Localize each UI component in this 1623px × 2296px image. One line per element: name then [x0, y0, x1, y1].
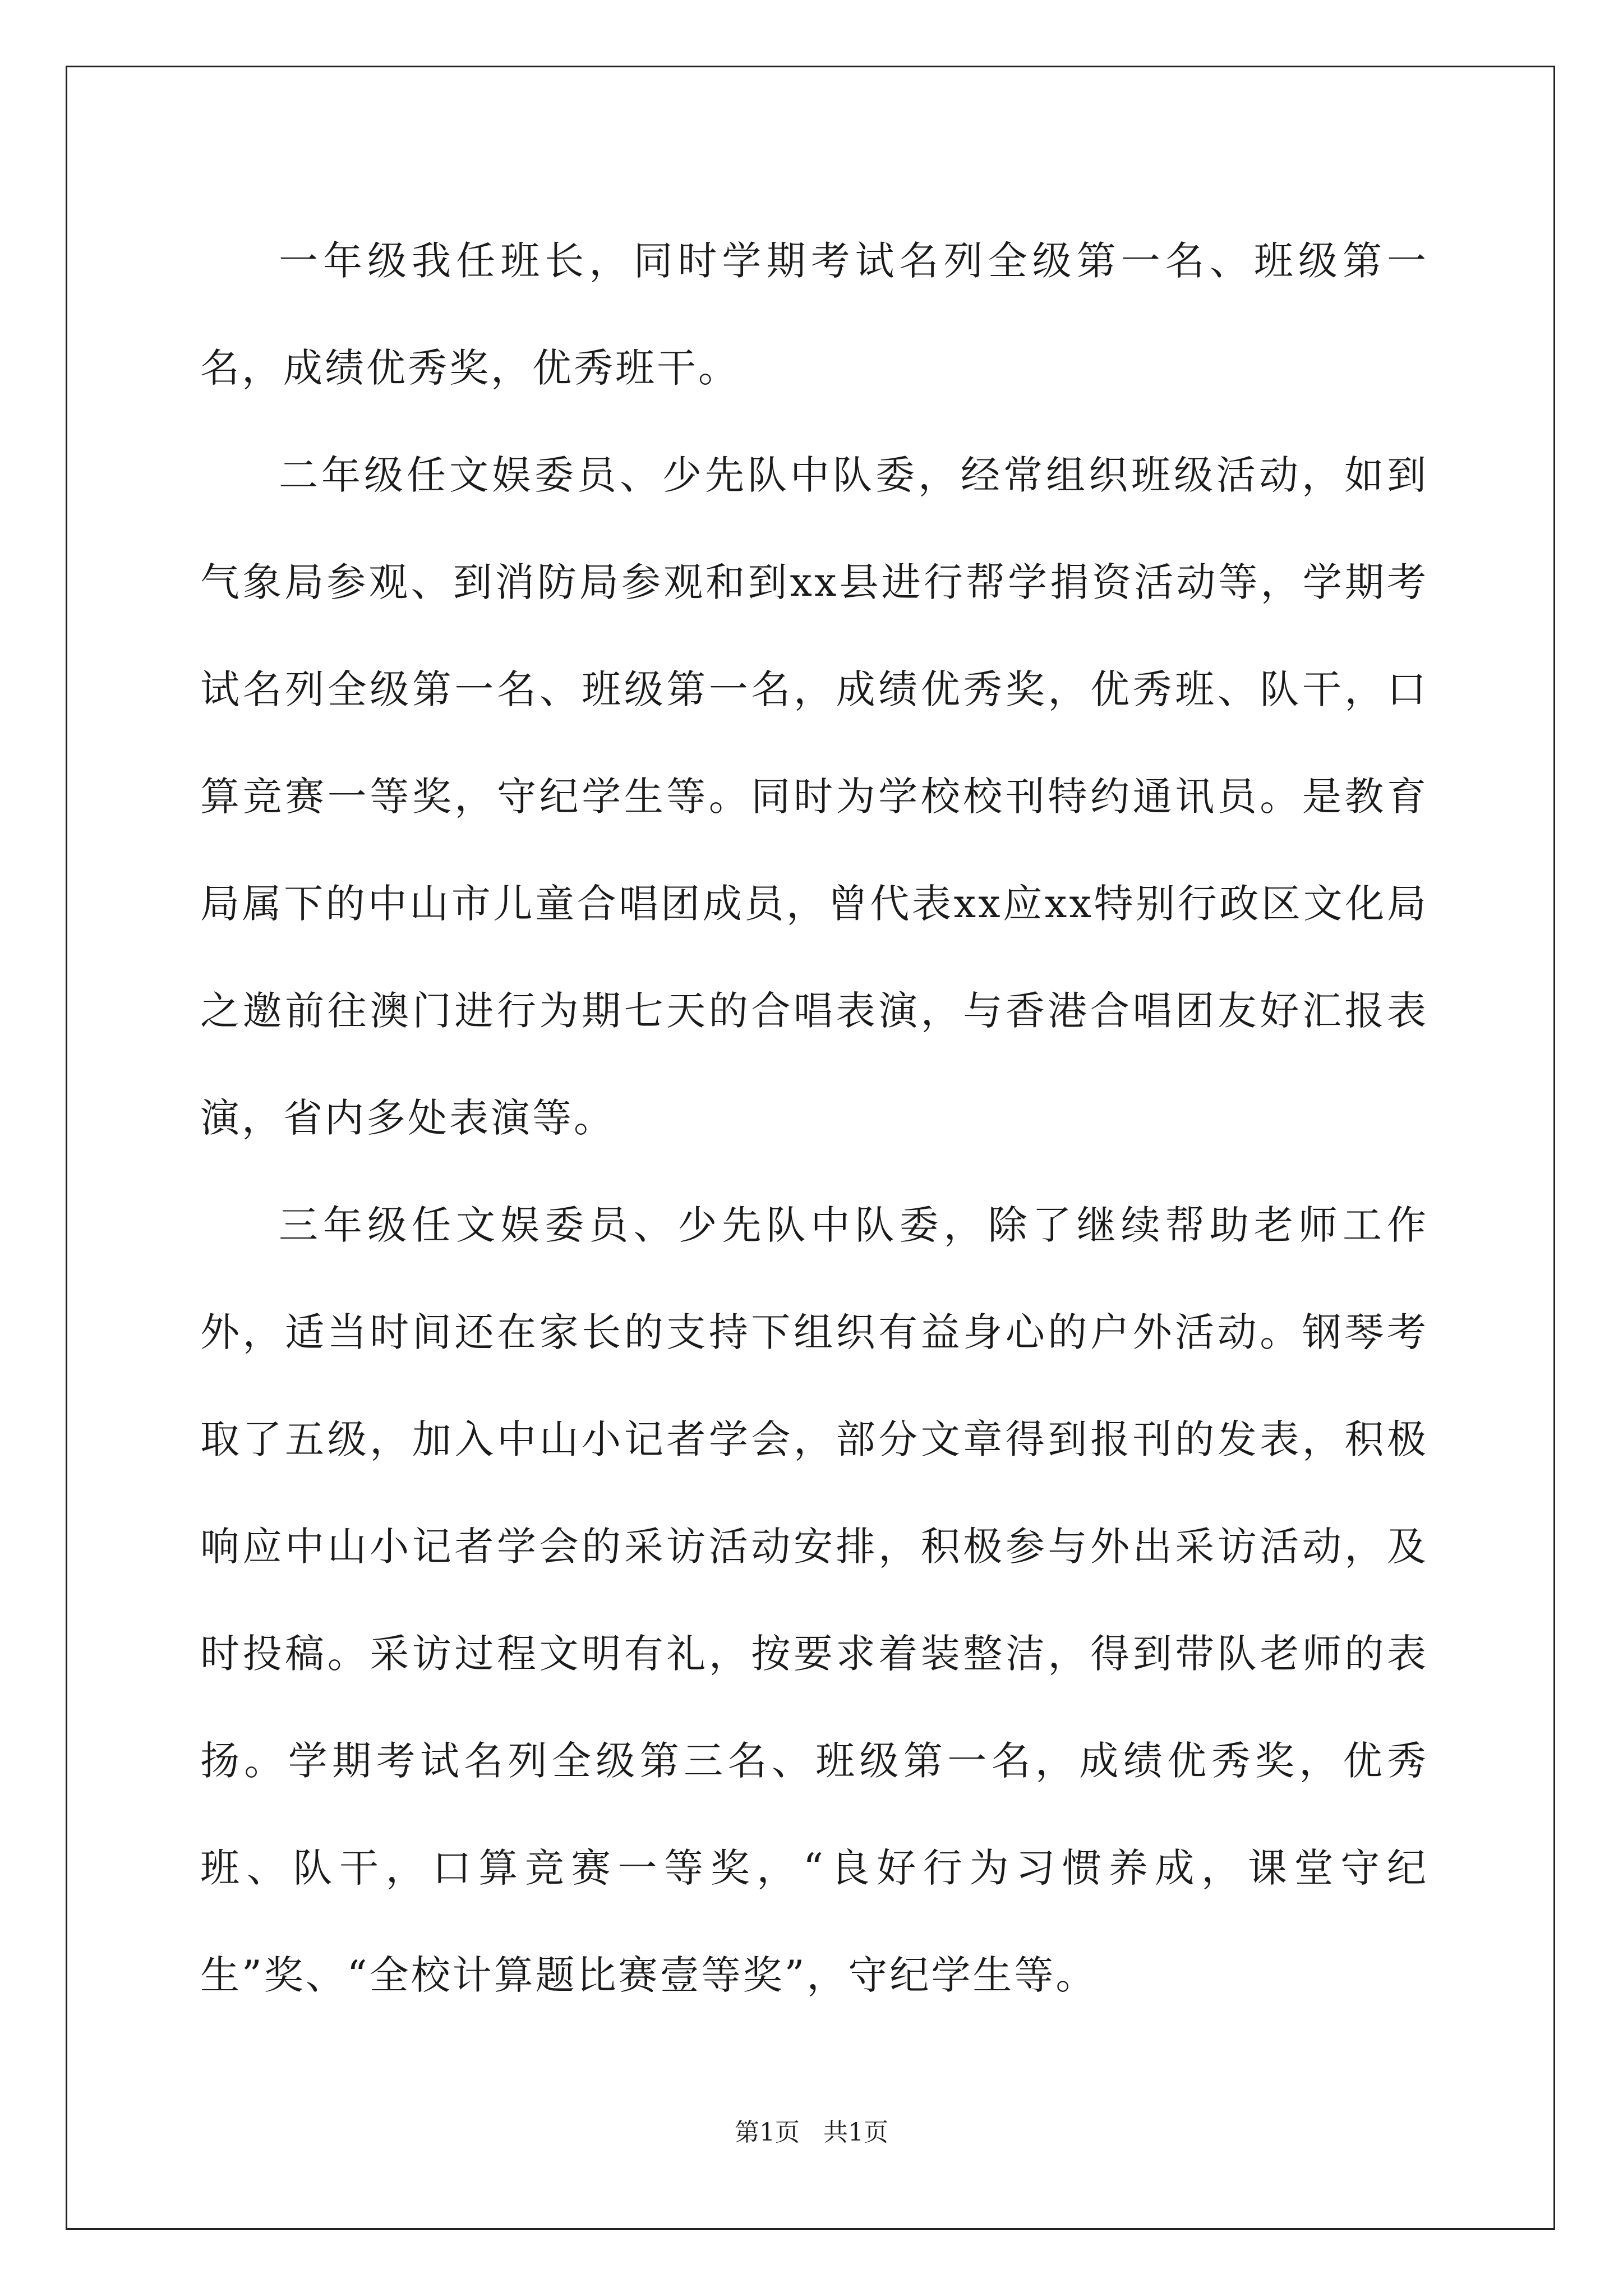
- document-body: [200, 208, 1428, 2029]
- page-footer: [0, 2112, 1623, 2148]
- paragraph-1: 一年级我任班长，同时学期考试名列全级第一名、班级第一名，成绩优秀奖，优秀班干。: [200, 238, 1428, 391]
- paragraph-2: 二年级任文娱委员、少先队中队委，经常组织班级活动，如到气象局参观、到消防局参观和到xx县进行帮学捐资活动等，学期考试名列全级第一名、班级第一名，成绩优秀奖，优秀班、队干，口算竞赛一等奖，守纪学生等。同时为学校校刊特约通讯员。是教育局属下的中山市儿童合唱团成员，曾代表xx应xx特别行政区文化局之邀前往澳门进行为期七天的合唱表演，与香港合唱团友好汇报表演，省内多处表演等。: [200, 452, 1428, 1141]
- page-number: 第1页 共1页: [735, 2118, 888, 2147]
- paragraph-3: 三年级任文娱委员、少先队中队委，除了继续帮助老师工作外，适当时间还在家长的支持下组织有益身心的户外活动。钢琴考取了五级，加入中山小记者学会，部分文章得到报刊的发表，积极响应中山小记者学会的采访活动安排，积极参与外出采访活动，及时投稿。采访过程文明有礼，按要求着装整洁，得到带队老师的表扬。学期考试名列全级第三名、班级第一名，成绩优秀奖，优秀班、队干，口算竞赛一等奖，“良好行为习惯养成，课堂守纪生”奖、“全校计算题比赛壹等奖”，守纪学生等。: [200, 1202, 1428, 1998]
